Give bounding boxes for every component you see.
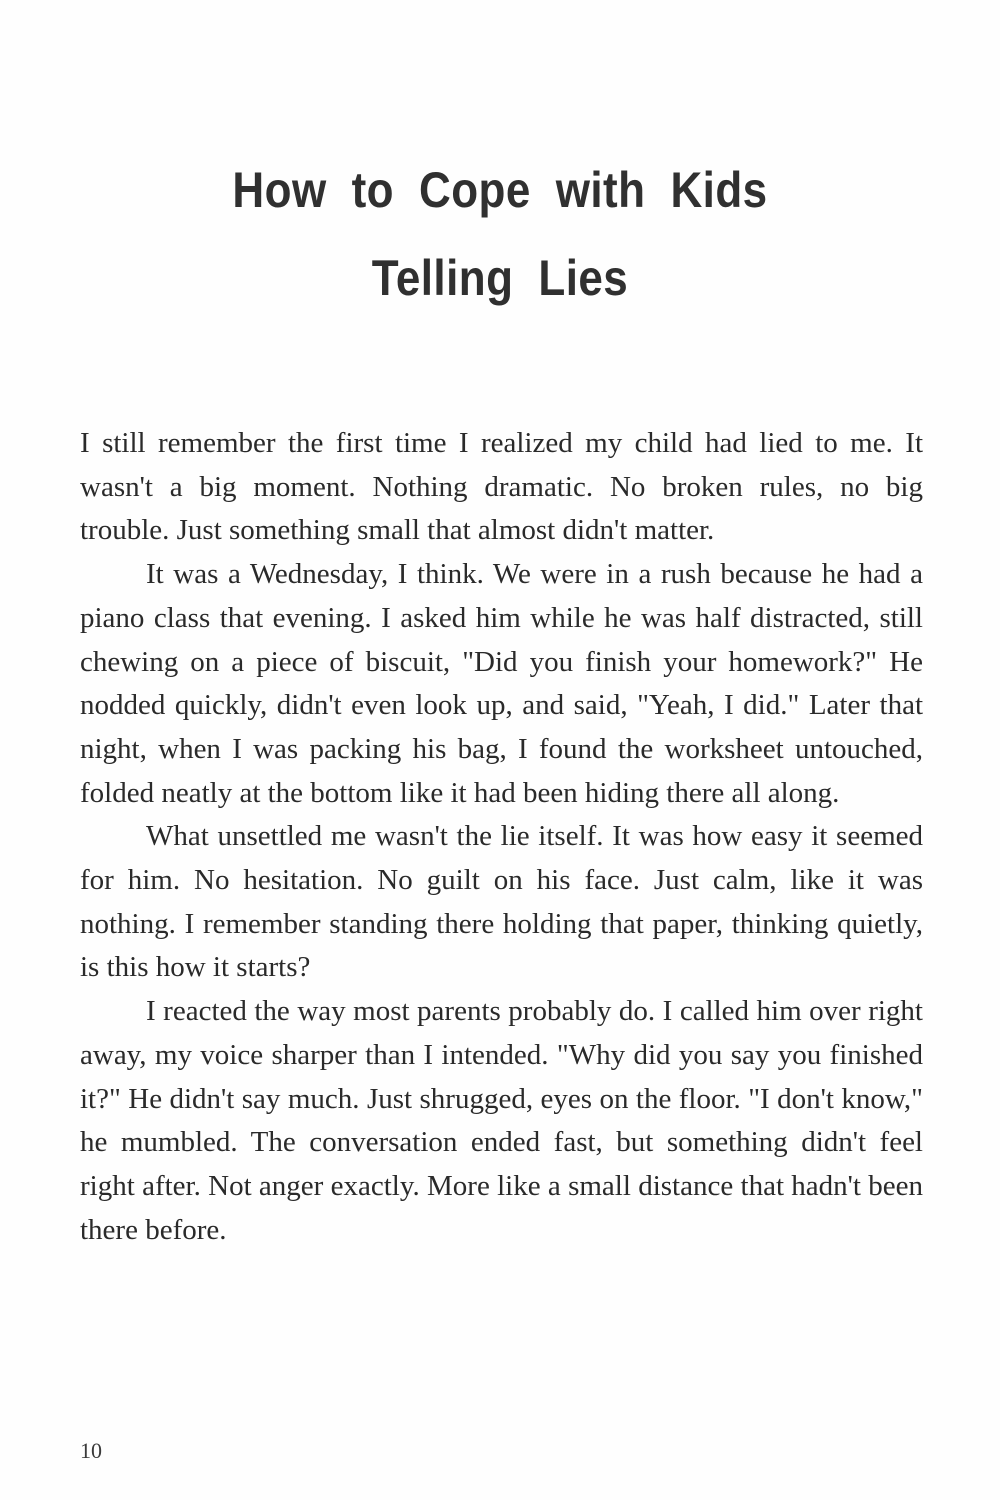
chapter-body	[80, 422, 923, 1252]
chapter-title-line-1: How to Cope with Kids	[232, 161, 768, 218]
paragraph-3: What unsettled me wasn't the lie itself. It was how easy it seemed for him. No hesitation. No guilt on his face. Just calm, like it was nothing. I remember standing there holding that paper, thinking quietly, is this how it starts?	[80, 820, 923, 984]
paragraph-2: It was a Wednesday, I think. We were in a rush because he had a piano class that evening. I asked him while he was half distracted, still chewing on a piece of biscuit, "Did you finish your homework?" He nodded quickly, didn't even look up, and said, "Yeah, I did." Later that night, when I was packing his bag, I found the worksheet untouched, folded neatly at the bottom like it had been hiding there all along.	[80, 558, 923, 809]
paragraph-4: I reacted the way most parents probably do. I called him over right away, my voice sharper than I intended. "Why did you say you finished it?" He didn't say much. Just shrugged, eyes on the floor. "I don't know," he mumbled. The conversation ended fast, but something didn't feel right after. Not anger exactly. More like a small distance that hadn't been there before.	[80, 995, 923, 1246]
chapter-title	[60, 146, 940, 322]
page-number: 10	[80, 1438, 102, 1463]
chapter-title-line-2: Telling Lies	[371, 249, 629, 306]
paragraph-1: I still remember the first time I realized my child had lied to me. It wasn't a big moment. Nothing dramatic. No broken rules, no big trouble. Just something small that almost didn't matter.	[80, 427, 923, 547]
